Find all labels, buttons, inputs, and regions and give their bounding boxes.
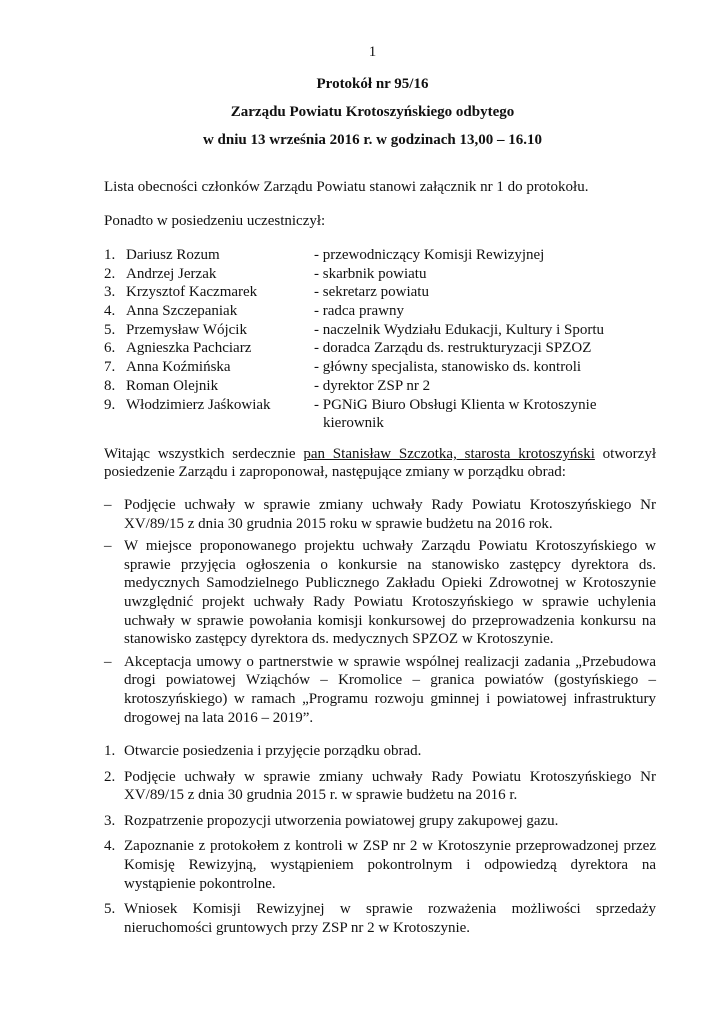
welcome-paragraph bbox=[104, 445, 656, 481]
attendee-row bbox=[104, 265, 664, 284]
list-item bbox=[104, 768, 656, 805]
attendee-row bbox=[104, 321, 664, 340]
dash-bullet: – bbox=[104, 653, 112, 670]
agenda-number: 4. bbox=[104, 838, 116, 855]
attendee-name: Włodzimierz Jaśkowiak bbox=[126, 396, 271, 413]
list-item bbox=[104, 537, 656, 649]
attendee-role: - dyrektor ZSP nr 2 bbox=[314, 377, 431, 394]
welcome-line-1 bbox=[104, 445, 656, 463]
attendee-name: Andrzej Jerzak bbox=[126, 265, 217, 282]
attendee-number: 1. bbox=[104, 247, 116, 263]
attendee-number: 2. bbox=[104, 265, 116, 282]
agenda-text: Rozpatrzenie propozycji utworzenia powiatowej grupy zakupowej gazu. bbox=[124, 812, 559, 829]
protocol-title: Protokół nr 95/16 bbox=[316, 76, 429, 92]
list-item bbox=[104, 812, 656, 831]
attendee-number: 5. bbox=[104, 321, 116, 338]
attendee-number: 4. bbox=[104, 303, 116, 320]
agenda-number: 3. bbox=[104, 812, 116, 829]
attendee-role: - doradca Zarządu ds. restrukturyzacji SPZOZ bbox=[314, 340, 592, 357]
attendee-name: Krzysztof Kaczmarek bbox=[126, 284, 258, 301]
attendee-row bbox=[104, 339, 664, 358]
attendee-role-main: - PGNiG Biuro Obsługi Klienta w Krotoszynie bbox=[314, 396, 597, 413]
attendee-role bbox=[314, 396, 659, 432]
attendee-number: 8. bbox=[104, 377, 116, 394]
attendee-name: Anna Szczepaniak bbox=[126, 303, 238, 320]
list-item bbox=[104, 653, 656, 727]
agenda-text: Otwarcie posiedzenia i przyjęcie porządku obrad. bbox=[124, 743, 422, 759]
attendee-role: - skarbnik powiatu bbox=[314, 265, 427, 282]
attendee-number: 9. bbox=[104, 396, 116, 413]
welcome-text-after: otworzył bbox=[594, 446, 656, 462]
attendee-role: - radca prawny bbox=[314, 303, 404, 320]
attendee-row bbox=[104, 302, 664, 321]
agenda-text: Podjęcie uchwały w sprawie zmiany uchwały Rady Powiatu Krotoszyńskiego Nr XV/89/15 z dnia 30 grudnia 2015 r. w sprawie budżetu na 2016 r. bbox=[124, 768, 656, 804]
change-text: W miejsce proponowanego projektu uchwały Zarządu Powiatu Krotoszyńskiego w sprawie przyjęcia ogłoszenia o konkursie na stanowisko zastępcy dyrektora ds. medycznych Samodzielnego Publicznego Zakładu Opieki Zdrowotnej w Krotoszynie uwzględnić projekt uchwały Rady Powiatu Krotoszyńskiego w sprawie uchylenia uchwały w sprawie powołania komisji konkursowej do przeprowadzenia konkursu na stanowisko zastępcy dyrektora ds. medycznych SPZOZ w Krotoszynie. bbox=[124, 538, 656, 648]
agenda-number: 1. bbox=[104, 743, 116, 759]
attendee-name: Dariusz Rozum bbox=[126, 247, 220, 263]
attendee-row bbox=[104, 396, 664, 431]
welcome-line-2: posiedzenie Zarządu i zaproponował, następujące zmiany w porządku obrad: bbox=[104, 464, 566, 480]
change-text: Podjęcie uchwały w sprawie zmiany uchwały Rady Powiatu Krotoszyńskiego Nr XV/89/15 z dnia 30 grudnia 2015 roku w sprawie budżetu na 2016 rok. bbox=[124, 497, 656, 532]
agenda-number: 5. bbox=[104, 901, 116, 918]
attendee-role: - przewodniczący Komisji Rewizyjnej bbox=[314, 247, 545, 263]
attendee-row bbox=[104, 358, 664, 377]
attendee-number: 3. bbox=[104, 284, 116, 301]
attendee-row bbox=[104, 283, 664, 302]
attendee-role: - sekretarz powiatu bbox=[314, 284, 429, 301]
participants-intro: Ponadto w posiedzeniu uczestniczył: bbox=[104, 213, 326, 229]
list-item bbox=[104, 900, 656, 937]
attendee-number: 6. bbox=[104, 340, 116, 357]
attendee-row bbox=[104, 246, 664, 265]
list-item bbox=[104, 496, 656, 533]
attendance-note: Lista obecności członków Zarządu Powiatu stanowi załącznik nr 1 do protokołu. bbox=[104, 179, 589, 195]
agenda-number: 2. bbox=[104, 768, 116, 785]
attendee-row bbox=[104, 377, 664, 396]
welcome-text-before: Witając wszystkich serdecznie bbox=[104, 446, 304, 462]
list-item bbox=[104, 837, 656, 893]
attendee-name: Roman Olejnik bbox=[126, 377, 219, 394]
attendee-name: Anna Koźmińska bbox=[126, 359, 231, 376]
attendee-name: Agnieszka Pachciarz bbox=[126, 340, 252, 357]
dash-bullet: – bbox=[104, 538, 112, 555]
page-number: 1 bbox=[368, 44, 377, 60]
attendee-number: 7. bbox=[104, 359, 116, 376]
list-item bbox=[104, 742, 656, 761]
agenda-list bbox=[104, 742, 656, 944]
attendee-role: - naczelnik Wydziału Edukacji, Kultury i Sportu bbox=[314, 321, 604, 338]
proposed-changes-list bbox=[104, 496, 656, 731]
attendee-role-continuation: kierownik bbox=[323, 414, 384, 431]
protocol-subtitle: Zarządu Powiatu Krotoszyńskiego odbytego bbox=[230, 104, 515, 120]
change-text: Akceptacja umowy o partnerstwie w sprawie wspólnej realizacji zadania „Przebudowa drogi powiatowej Wziąchów – Kromolice – granica powiatów (gostyńskiego – krotoszyńskiego) w ramach „Programu rozwoju gminnej i powiatowej infrastruktury drogowej na lata 2016 – 2019”. bbox=[124, 653, 656, 726]
protocol-date-line: w dniu 13 września 2016 r. w godzinach 13,00 – 16.10 bbox=[202, 132, 543, 148]
attendee-role: - główny specjalista, stanowisko ds. kontroli bbox=[314, 359, 582, 376]
agenda-text: Wniosek Komisji Rewizyjnej w sprawie rozważenia możliwości sprzedaży nieruchomości gruntowych przy ZSP nr 2 w Krotoszynie. bbox=[124, 901, 656, 936]
attendee-list bbox=[104, 246, 664, 431]
attendee-name: Przemysław Wójcik bbox=[126, 321, 247, 338]
agenda-text: Zapoznanie z protokołem z kontroli w ZSP nr 2 w Krotoszynie przeprowadzonej przez Komisję Rewizyjną, wystąpieniem pokontrolnym i odpowiedzą dyrektora na wystąpienie pokontrolne. bbox=[124, 838, 656, 892]
dash-bullet: – bbox=[104, 497, 112, 513]
chairperson-name: pan Stanisław Szczotka, starosta krotoszyński bbox=[303, 446, 595, 462]
